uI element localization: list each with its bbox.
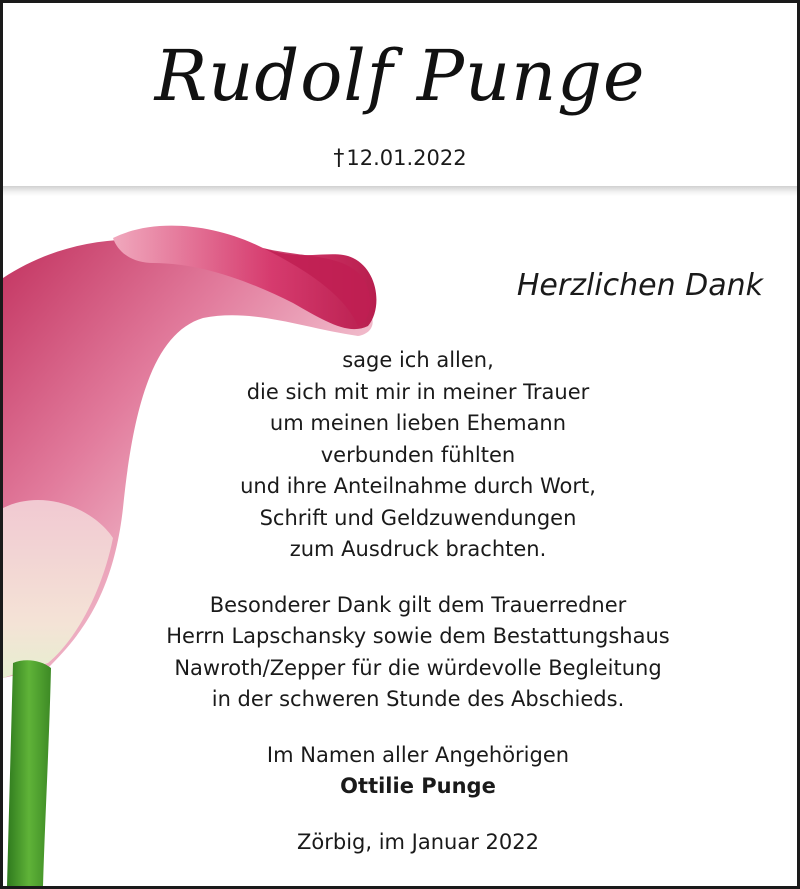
paragraph-spacer	[123, 566, 713, 590]
paragraph2-line: Nawroth/Zepper für die würdevolle Begleitung	[174, 655, 662, 680]
paragraph2-line: in der schweren Stunde des Abschieds.	[211, 687, 625, 711]
death-date-line	[3, 146, 797, 171]
paragraph2-line: Herrn Lapschansky sowie dem Bestattungshaus	[166, 624, 670, 648]
paragraph1-line: um meinen lieben Ehemann	[269, 411, 567, 435]
paragraph1-line: die sich mit mir in meiner Trauer	[246, 379, 590, 404]
paragraph2-line: Besonderer Dank gilt dem Trauerredner	[209, 592, 627, 617]
paragraph1-line: sage ich allen,	[342, 348, 494, 372]
paragraph1-line: und ihre Anteilnahme durch Wort,	[240, 474, 596, 498]
paragraph1-line: verbunden fühlten	[320, 442, 516, 467]
thanks-heading: Herzlichen Dank	[516, 268, 763, 303]
paragraph1-line: Schrift und Geldzuwendungen	[259, 505, 577, 530]
death-date: 12.01.2022	[346, 146, 467, 170]
signature-name: Ottilie Punge	[340, 774, 496, 798]
deceased-name: Rudolf Punge	[154, 35, 646, 117]
paragraph1-line: zum Ausdruck brachten.	[289, 537, 547, 561]
death-cross-icon: †	[333, 146, 345, 171]
notice-header	[3, 3, 797, 186]
paragraph-spacer	[123, 716, 713, 740]
paragraph-spacer	[123, 803, 713, 827]
signature-intro: Im Namen aller Angehörigen	[266, 742, 570, 767]
place-date: Zörbig, im Januar 2022	[297, 829, 539, 854]
thanks-body	[123, 345, 713, 858]
header-divider	[3, 186, 797, 196]
